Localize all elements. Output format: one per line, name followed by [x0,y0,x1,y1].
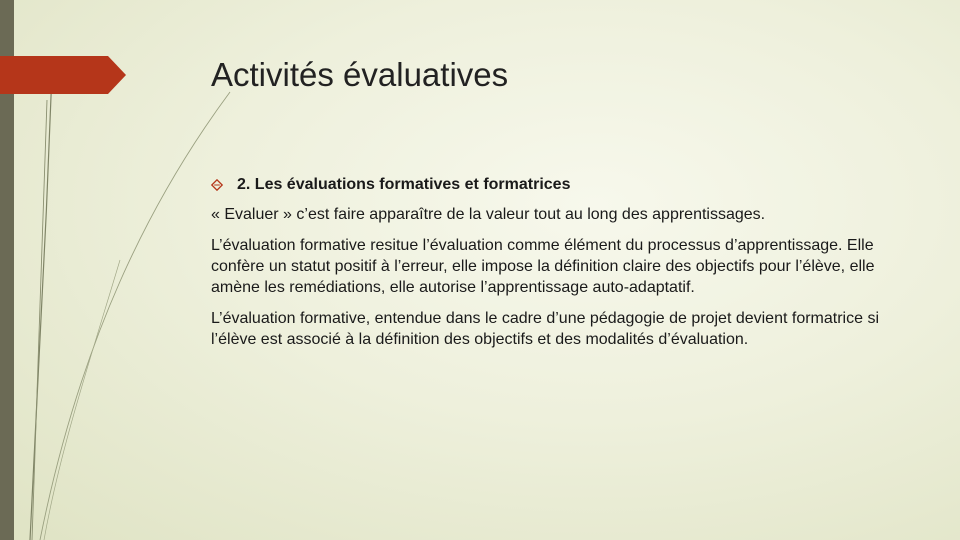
slide-content [211,174,906,360]
paragraph-1: « Evaluer » c’est faire apparaître de la valeur tout au long des apprentissages. [211,206,766,223]
paragraph-2: L’évaluation formative resitue l’évaluation comme élément du processus d’apprentissage. Elle confère un statut positif à l’erreur, elle impose la définition claire des objectifs pour l’élève, elle amène les remédiations, elle autorise l’apprentissage auto-adaptatif. [211,237,875,296]
bullet-heading-text: 2. Les évaluations formatives et formatrices [237,176,571,193]
slide-title: Activités évaluatives [211,56,509,93]
diamond-outline-icon [211,179,223,191]
bullet-heading [211,174,906,195]
paragraph-3: L’évaluation formative, entendue dans le cadre d’une pédagogie de projet devient formatrice si l’élève est associé à la définition des objectifs et des modalités d’évaluation. [211,310,879,348]
title-accent-arrow [0,56,126,94]
